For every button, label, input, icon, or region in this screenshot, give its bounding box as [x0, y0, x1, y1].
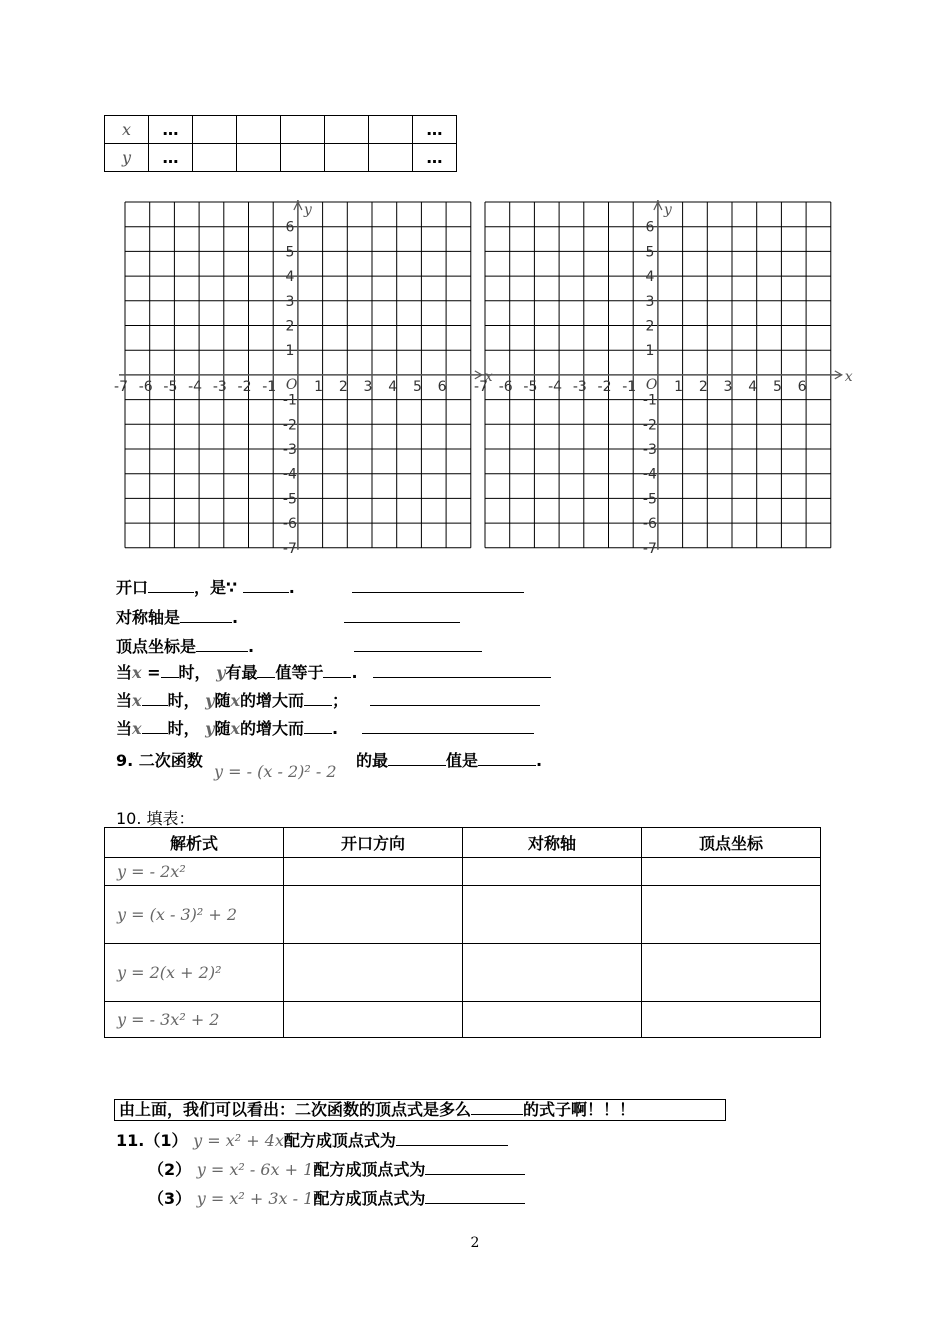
column-header: 开口方向	[284, 828, 463, 858]
text: 的增大而	[240, 691, 305, 710]
text: .	[232, 608, 239, 627]
text: 时，	[178, 663, 211, 682]
y-tick-label: -1	[282, 392, 297, 409]
var-y: y	[216, 663, 226, 682]
text: 值是	[446, 751, 479, 770]
question-9	[116, 748, 203, 771]
x-tick-label: 2	[338, 378, 348, 395]
y-tick-label: -7	[642, 540, 657, 557]
table-cell[interactable]: …	[149, 116, 193, 144]
x-tick-label: -3	[212, 378, 227, 395]
table-header-row	[105, 828, 821, 858]
answer-blank[interactable]	[148, 578, 194, 593]
y-tick-label: 4	[285, 269, 295, 286]
y-tick-label: -1	[642, 392, 657, 409]
x-tick-label: -6	[138, 378, 153, 395]
y-tick-label: 2	[285, 318, 295, 335]
table-row	[105, 144, 457, 172]
var-y: y	[205, 691, 215, 710]
q9-formula: y = - (x - 2)² - 2	[214, 762, 337, 781]
value-table	[104, 115, 457, 172]
answer-blank[interactable]	[425, 1160, 525, 1175]
y-tick-label: -2	[282, 417, 297, 434]
x-tick-label: -1	[622, 378, 637, 395]
q9-answer	[356, 748, 542, 771]
answer-cell[interactable]	[284, 858, 463, 886]
x-tick-label: 2	[698, 378, 708, 395]
x-tick-label: -1	[262, 378, 277, 395]
var-x: x	[132, 719, 142, 738]
table-cell[interactable]	[369, 144, 413, 172]
text: 随	[214, 691, 231, 710]
text: .	[332, 719, 339, 738]
question-11-item-1	[116, 1128, 508, 1151]
y-tick-label: 1	[285, 343, 295, 360]
x-tick-label: 5	[772, 378, 782, 395]
answer-line[interactable]	[373, 663, 551, 678]
answer-cell[interactable]	[284, 886, 463, 944]
text: .	[536, 751, 543, 770]
formula: y = x² - 6x + 1	[196, 1160, 314, 1179]
text: 的增大而	[240, 719, 305, 738]
x-tick-label: 6	[797, 378, 807, 395]
formula: y = x² + 3x - 1	[196, 1189, 314, 1208]
var-x: x	[230, 691, 241, 710]
coordinate-grid-right[interactable]	[470, 200, 853, 557]
item-number: （2）	[148, 1160, 192, 1179]
text: 对称轴是	[116, 608, 181, 627]
answer-line[interactable]	[370, 691, 540, 706]
coordinate-grid-left[interactable]	[110, 200, 493, 557]
x-tick-label: -4	[548, 378, 563, 395]
answer-line[interactable]	[344, 608, 460, 623]
text: ，是∵	[194, 578, 238, 597]
table-cell[interactable]	[237, 144, 281, 172]
question-11-item-3	[148, 1186, 525, 1209]
answer-cell[interactable]	[642, 886, 821, 944]
table-row	[105, 944, 821, 1002]
text: 顶点坐标是	[116, 637, 197, 656]
x-tick-label: 5	[412, 378, 422, 395]
answer-blank[interactable]	[478, 751, 536, 766]
answer-blank[interactable]	[142, 691, 168, 706]
formula-cell: y = - 3x² + 2	[105, 1002, 284, 1038]
y-tick-label: 1	[645, 343, 655, 360]
property-line-axis	[116, 605, 460, 628]
text: 开口	[116, 578, 149, 597]
question-label: 11.	[116, 1131, 145, 1150]
column-header: 顶点坐标	[642, 828, 821, 858]
text: 当	[116, 691, 133, 710]
property-line-opening	[116, 575, 524, 598]
formula-cell: y = (x - 3)² + 2	[105, 886, 284, 944]
y-tick-label: 5	[645, 244, 655, 261]
y-tick-label: -4	[642, 466, 657, 483]
property-line-decrease	[116, 716, 534, 739]
table-cell[interactable]	[281, 144, 325, 172]
text: .	[248, 637, 255, 656]
page-number: 2	[470, 1235, 480, 1251]
table-row	[105, 858, 821, 886]
row-label-y: y	[105, 144, 149, 172]
text: 配方成顶点式为	[313, 1189, 426, 1208]
answer-blank[interactable]	[257, 663, 275, 678]
answer-cell[interactable]	[463, 944, 642, 1002]
text: 时，	[167, 719, 200, 738]
y-tick-label: -7	[282, 540, 297, 557]
text: 时，	[167, 691, 200, 710]
table-cell[interactable]	[325, 144, 369, 172]
answer-line[interactable]	[362, 719, 534, 734]
answer-cell[interactable]	[642, 858, 821, 886]
answer-line[interactable]	[352, 578, 524, 593]
answer-blank[interactable]	[396, 1131, 508, 1146]
table-cell[interactable]	[193, 116, 237, 144]
table-row	[105, 1002, 821, 1038]
answer-cell[interactable]	[463, 1002, 642, 1038]
x-tick-label: 3	[723, 378, 733, 395]
y-tick-label: -2	[642, 417, 657, 434]
x-tick-label: -3	[572, 378, 587, 395]
property-line-increase	[116, 688, 540, 711]
x-tick-label: 1	[674, 378, 684, 395]
table-row	[105, 886, 821, 944]
y-tick-label: -6	[282, 516, 297, 533]
formula: y = x² + 4x	[193, 1131, 284, 1150]
x-tick-label: 3	[363, 378, 373, 395]
answer-blank[interactable]	[388, 751, 446, 766]
text: 有最	[225, 663, 258, 682]
item-number: （3）	[148, 1189, 192, 1208]
y-tick-label: 3	[285, 293, 295, 310]
y-tick-label: 6	[645, 219, 655, 236]
x-tick-label: -2	[597, 378, 612, 395]
x-tick-label: 6	[437, 378, 447, 395]
y-axis-label: y	[663, 202, 672, 218]
conclusion-note	[114, 1099, 726, 1121]
column-header: 对称轴	[463, 828, 642, 858]
text: 当	[116, 663, 133, 682]
x-axis-label: x	[844, 368, 853, 385]
x-tick-label: -7	[474, 378, 488, 395]
fill-table	[104, 827, 821, 1038]
text: 值等于	[275, 663, 324, 682]
question-11-item-2	[148, 1157, 525, 1180]
text: .	[288, 578, 295, 597]
text: .	[351, 663, 358, 682]
text: ；	[332, 691, 349, 710]
x-tick-label: -7	[114, 378, 128, 395]
answer-blank[interactable]	[142, 719, 168, 734]
answer-cell[interactable]	[463, 886, 642, 944]
table-cell[interactable]	[325, 116, 369, 144]
column-header: 解析式	[105, 828, 284, 858]
y-tick-label: -6	[642, 516, 657, 533]
text: 当	[116, 719, 133, 738]
y-tick-label: -3	[642, 442, 657, 458]
item-number: （1）	[144, 1131, 188, 1150]
y-tick-label: -3	[282, 442, 297, 458]
answer-line[interactable]	[354, 637, 482, 652]
question-10-label: 10. 填表：	[116, 809, 195, 828]
y-axis-label: y	[303, 202, 312, 218]
y-tick-label: 5	[285, 244, 295, 261]
var-y: y	[205, 719, 215, 738]
origin-label: O	[645, 376, 658, 393]
var-x: x	[230, 719, 241, 738]
text: 配方成顶点式为	[313, 1160, 426, 1179]
row-label-x: x	[105, 116, 149, 144]
y-tick-label: 4	[645, 269, 655, 286]
x-tick-label: -5	[523, 378, 538, 395]
answer-cell[interactable]	[284, 1002, 463, 1038]
property-line-vertex	[116, 634, 482, 657]
answer-cell[interactable]	[642, 1002, 821, 1038]
y-tick-label: 6	[285, 219, 295, 236]
text: 的最	[356, 751, 389, 770]
answer-blank[interactable]	[471, 1100, 523, 1115]
text: 配方成顶点式为	[283, 1131, 396, 1150]
text: =	[141, 663, 161, 682]
text: 由上面，我们可以看出：二次函数的顶点式是多么	[119, 1100, 472, 1119]
table-cell[interactable]: …	[149, 144, 193, 172]
y-tick-label: -5	[642, 491, 657, 508]
answer-blank[interactable]	[161, 663, 179, 678]
x-tick-label: -4	[188, 378, 203, 395]
formula-cell: y = 2(x + 2)²	[105, 944, 284, 1002]
table-cell[interactable]: …	[413, 144, 457, 172]
answer-cell[interactable]	[284, 944, 463, 1002]
x-axis-label: x	[484, 368, 493, 385]
table-cell[interactable]	[369, 116, 413, 144]
answer-blank[interactable]	[323, 663, 351, 678]
answer-blank[interactable]	[180, 608, 232, 623]
x-tick-label: 4	[388, 378, 398, 395]
answer-blank[interactable]	[196, 637, 248, 652]
text: 随	[214, 719, 231, 738]
var-x: x	[132, 663, 142, 682]
table-cell[interactable]	[237, 116, 281, 144]
x-tick-label: 4	[748, 378, 758, 395]
answer-cell[interactable]	[642, 944, 821, 1002]
y-tick-label: -5	[282, 491, 297, 508]
var-x: x	[132, 691, 142, 710]
answer-blank[interactable]	[425, 1189, 525, 1204]
answer-blank[interactable]	[304, 719, 332, 734]
answer-blank[interactable]	[304, 691, 332, 706]
table-row	[105, 116, 457, 144]
x-tick-label: 1	[314, 378, 324, 395]
x-tick-label: -2	[237, 378, 252, 395]
answer-cell[interactable]	[463, 858, 642, 886]
answer-blank[interactable]	[243, 578, 289, 593]
text: 的式子啊！！！	[523, 1100, 636, 1119]
table-cell[interactable]: …	[413, 116, 457, 144]
x-tick-label: -5	[163, 378, 178, 395]
question-label: 9. 二次函数	[116, 751, 203, 770]
y-tick-label: 3	[645, 293, 655, 310]
table-cell[interactable]	[193, 144, 237, 172]
y-tick-label: 2	[645, 318, 655, 335]
y-tick-label: -4	[282, 466, 297, 483]
property-line-extreme	[116, 660, 551, 683]
formula-cell: y = - 2x²	[105, 858, 284, 886]
x-tick-label: -6	[498, 378, 513, 395]
table-cell[interactable]	[281, 116, 325, 144]
origin-label: O	[285, 376, 298, 393]
